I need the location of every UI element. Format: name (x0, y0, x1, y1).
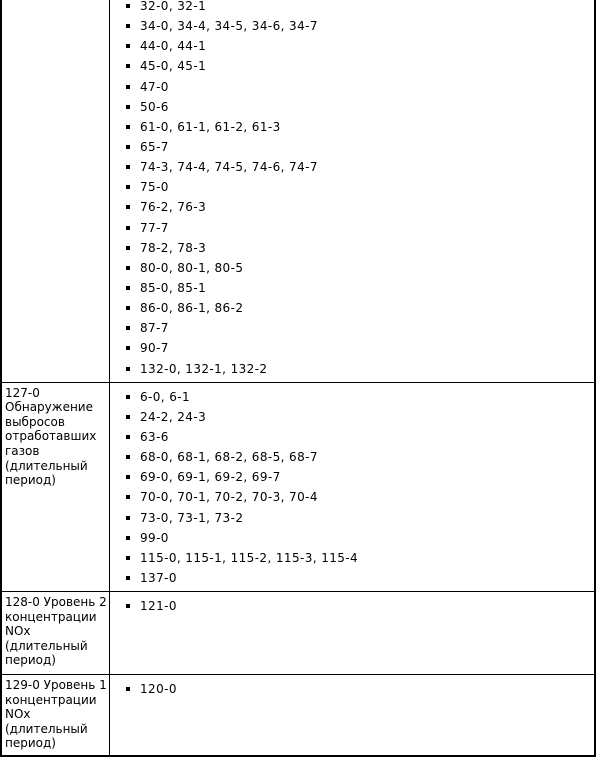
list-item: 73-0, 73-1, 73-2 (126, 508, 594, 528)
list-item: 86-0, 86-1, 86-2 (126, 298, 594, 318)
fault-label-cell: 128-0 Уровень 2 концентрации NOx (длительный период) (2, 592, 110, 674)
list-item: 77-7 (126, 218, 594, 238)
table-row (2, 674, 594, 755)
list-item: 90-7 (126, 338, 594, 358)
related-codes-list (126, 387, 594, 588)
list-item: 75-0 (126, 177, 594, 197)
related-codes-list (126, 0, 594, 379)
list-item: 68-0, 68-1, 68-2, 68-5, 68-7 (126, 447, 594, 467)
list-item: 78-2, 78-3 (126, 238, 594, 258)
list-item: 6-0, 6-1 (126, 387, 594, 407)
list-item: 76-2, 76-3 (126, 197, 594, 217)
list-item: 85-0, 85-1 (126, 278, 594, 298)
fault-label-cell: 127-0 Обнаружение выбросов отработавших газов (длительный период) (2, 383, 110, 591)
related-codes-cell (110, 0, 594, 382)
list-item: 44-0, 44-1 (126, 36, 594, 56)
list-item: 121-0 (126, 596, 594, 616)
list-item: 24-2, 24-3 (126, 407, 594, 427)
list-item: 47-0 (126, 77, 594, 97)
list-item: 99-0 (126, 528, 594, 548)
table-row (2, 382, 594, 591)
related-codes-cell (110, 675, 594, 755)
list-item: 50-6 (126, 97, 594, 117)
list-item: 120-0 (126, 679, 594, 699)
list-item: 61-0, 61-1, 61-2, 61-3 (126, 117, 594, 137)
list-item: 87-7 (126, 318, 594, 338)
related-codes-cell (110, 383, 594, 591)
list-item: 65-7 (126, 137, 594, 157)
table-row (2, 591, 594, 674)
related-codes-list (126, 596, 594, 616)
list-item: 63-6 (126, 427, 594, 447)
list-item: 74-3, 74-4, 74-5, 74-6, 74-7 (126, 157, 594, 177)
fault-label-cell: 129-0 Уровень 1 концентрации NOx (длительный период) (2, 675, 110, 755)
related-codes-list (126, 679, 594, 699)
list-item: 45-0, 45-1 (126, 56, 594, 76)
fault-label-cell (2, 0, 110, 382)
list-item: 132-0, 132-1, 132-2 (126, 359, 594, 379)
list-item: 115-0, 115-1, 115-2, 115-3, 115-4 (126, 548, 594, 568)
list-item: 80-0, 80-1, 80-5 (126, 258, 594, 278)
list-item: 137-0 (126, 568, 594, 588)
list-item: 32-0, 32-1 (126, 0, 594, 16)
list-item: 70-0, 70-1, 70-2, 70-3, 70-4 (126, 487, 594, 507)
list-item: 34-0, 34-4, 34-5, 34-6, 34-7 (126, 16, 594, 36)
related-codes-cell (110, 592, 594, 674)
table-row (2, 0, 594, 382)
list-item: 69-0, 69-1, 69-2, 69-7 (126, 467, 594, 487)
